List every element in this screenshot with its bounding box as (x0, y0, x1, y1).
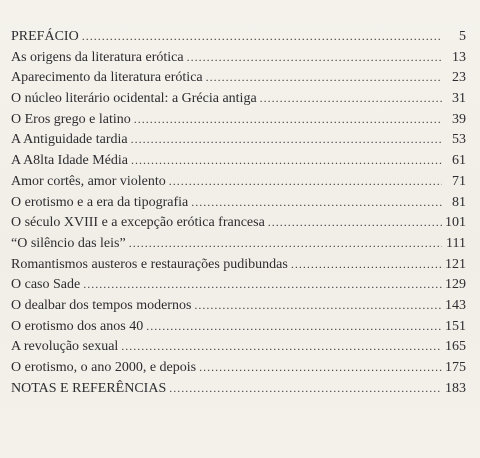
toc-entry (11, 254, 466, 275)
toc-entry-page-number: 81 (452, 194, 466, 210)
toc-entry-title: Amor cortês, amor violento (11, 173, 166, 189)
toc-entry (11, 109, 466, 130)
toc-entry-title: As origens da literatura erótica (11, 49, 184, 65)
toc-entry (11, 336, 466, 357)
toc-entry-title: Romantismos austeros e restaurações pudibundas (11, 256, 288, 272)
toc-entry (11, 129, 466, 150)
toc-entry-page-number: 151 (445, 318, 466, 334)
toc-entry-title: PREFÁCIO (11, 29, 79, 44)
toc-entry-title: O núcleo literário ocidental: a Grécia antiga (11, 91, 257, 107)
toc-entry-page-number: 101 (445, 215, 466, 231)
dot-leader (83, 274, 442, 295)
toc-entry (11, 192, 466, 213)
dot-leader (131, 129, 442, 150)
toc-entry-page-number: 129 (445, 277, 466, 293)
toc-entry-title: A Antiguidade tardia (11, 132, 128, 148)
toc-entry-page-number: 183 (445, 380, 466, 396)
dot-leader (191, 192, 442, 213)
toc-entry (11, 212, 466, 233)
dot-leader (291, 254, 442, 275)
toc-entry (11, 378, 466, 399)
dot-leader (187, 47, 442, 68)
toc-entry-title: Aparecimento da literatura erótica (11, 70, 203, 86)
dot-leader (199, 357, 442, 378)
toc-entry-title: O erotismo e a era da tipografia (11, 194, 189, 210)
toc-entry-page-number: 121 (445, 256, 466, 272)
toc-entry-title: O caso Sade (11, 277, 81, 293)
toc-entry-page-number: 53 (452, 132, 466, 148)
dot-leader (129, 233, 442, 254)
toc-entry (11, 171, 466, 192)
toc-entry (11, 233, 466, 254)
dot-leader (169, 378, 442, 399)
toc-entry (11, 316, 466, 337)
table-of-contents (11, 26, 466, 398)
toc-entry (11, 67, 466, 88)
dot-leader (268, 212, 442, 233)
toc-entry-page-number: 165 (445, 339, 466, 355)
toc-entry-page-number: 71 (452, 173, 466, 189)
toc-entry-title: O erotismo, o ano 2000, e depois (11, 360, 197, 375)
toc-entry (11, 47, 466, 68)
toc-entry-page-number: 61 (452, 153, 466, 169)
dot-leader (134, 109, 442, 130)
toc-entry-page-number: 111 (446, 235, 466, 251)
toc-entry-title: “O silêncio das leis” (11, 235, 126, 251)
toc-entry-page-number: 39 (452, 111, 466, 127)
toc-entry (11, 274, 466, 295)
toc-entry (11, 357, 466, 378)
dot-leader (206, 67, 442, 88)
toc-entry-page-number: 175 (445, 360, 466, 375)
toc-entry (11, 26, 466, 47)
toc-entry-title: O erotismo dos anos 40 (11, 318, 144, 334)
dot-leader (82, 26, 442, 47)
toc-entry (11, 295, 466, 316)
toc-entry (11, 150, 466, 171)
toc-entry-title: A A8lta Idade Média (11, 153, 129, 169)
toc-entry-title: O século XVIII e a excepção erótica francesa (11, 215, 265, 231)
dot-leader (146, 316, 442, 337)
dot-leader (131, 150, 442, 171)
toc-entry-page-number: 5 (459, 29, 466, 44)
toc-entry-title: A revolução sexual (11, 339, 119, 355)
dot-leader (169, 171, 442, 192)
dot-leader (194, 295, 442, 316)
toc-entry-page-number: 31 (452, 91, 466, 107)
toc-entry-page-number: 23 (452, 70, 466, 86)
toc-entry-title: O dealbar dos tempos modernos (11, 297, 192, 313)
toc-entry-title: O Eros grego e latino (11, 111, 131, 127)
toc-entry-title: NOTAS E REFERÊNCIAS (11, 380, 167, 396)
dot-leader (260, 88, 442, 109)
toc-entry-page-number: 143 (445, 297, 466, 313)
toc-entry-page-number: 13 (452, 49, 466, 65)
toc-entry (11, 88, 466, 109)
dot-leader (121, 336, 442, 357)
